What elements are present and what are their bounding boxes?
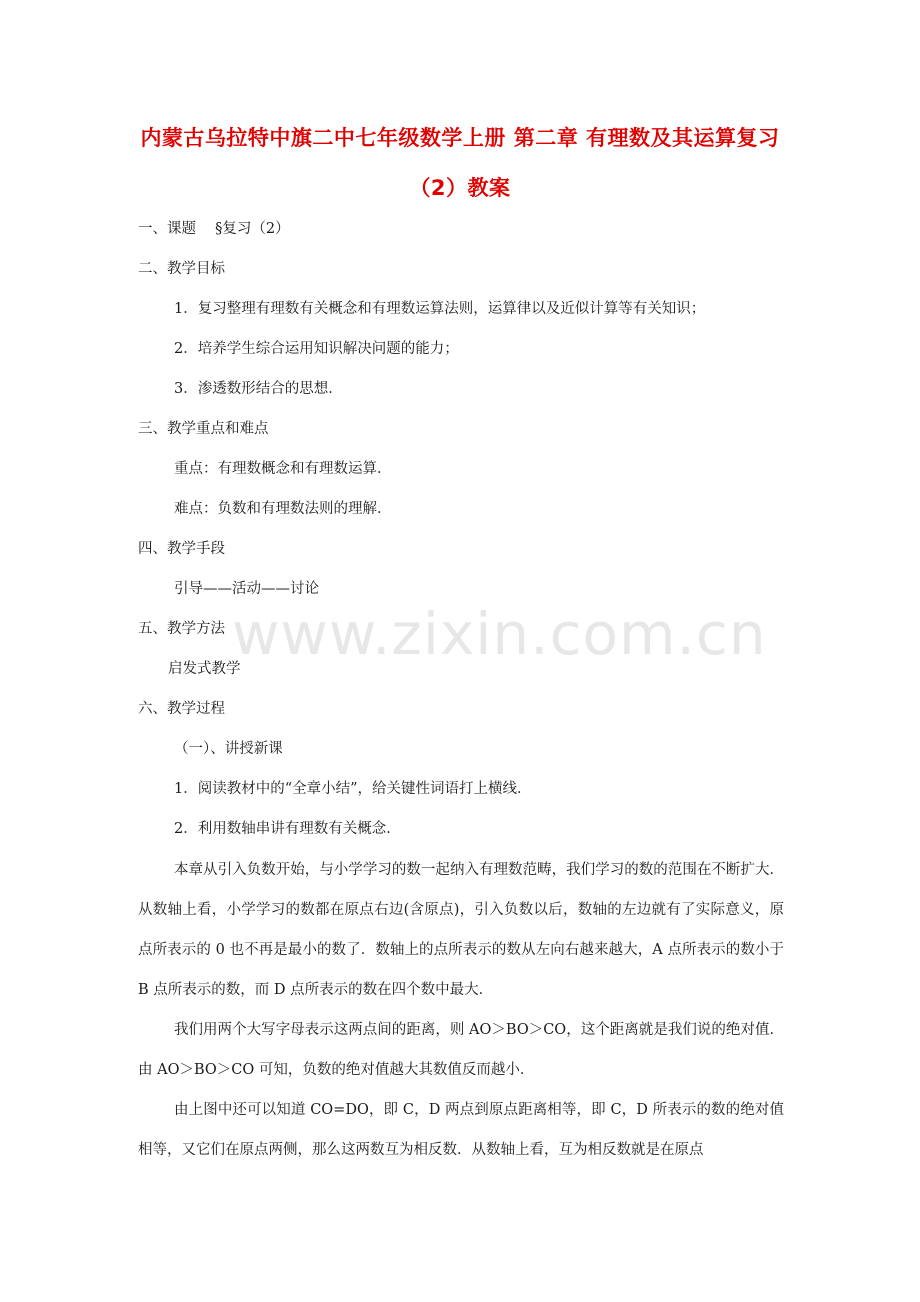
document-title-line-1: 内蒙古乌拉特中旗二中七年级数学上册 第二章 有理数及其运算复习	[140, 126, 780, 150]
key-point-item: 难点：负数和有理数法则的理解．	[174, 501, 392, 517]
process-item: 1．阅读教材中的“全章小结”，给关键性词语打上横线．	[174, 781, 532, 797]
objective-item: 2．培养学生综合运用知识解决问题的能力；	[174, 341, 459, 357]
body-paragraph: 本章从引入负数开始，与小学学习的数一起纳入有理数范畴，我们学习的数的范围在不断扩大．从数轴上看，小学学习的数都在原点右边(含原点)，引入负数以后，数轴的左边就有了实际意义，原点所表示的 0 也不再是最小的数了．数轴上的点所表示的数从左向右越来越大，A 点所表示的数小于 B 点所表示的数，而 D 点所表示的数在四个数中最大．	[138, 862, 784, 998]
process-item: 2．利用数轴串讲有理数有关概念．	[174, 821, 401, 837]
section-heading-objectives: 二、教学目标	[138, 261, 225, 277]
document-title-line-2: （2）教案	[409, 176, 511, 200]
section-heading-means: 四、教学手段	[138, 541, 225, 557]
watermark-text: www.zixin.com.cn	[232, 600, 767, 668]
teaching-method-text: 启发式教学	[168, 661, 241, 677]
section-heading-topic: 一、课题 §复习（2）	[138, 221, 290, 237]
body-paragraph: 由上图中还可以知道 CO=DO，即 C，D 两点到原点距离相等，即 C，D 所表示的数的绝对值相等，又它们在原点两侧，那么这两数互为相反数．从数轴上看，互为相反数就是在原点	[138, 1102, 784, 1158]
section-heading-key-points: 三、教学重点和难点	[138, 421, 269, 437]
objective-item: 3．渗透数形结合的思想．	[174, 381, 343, 397]
key-point-item: 重点：有理数概念和有理数运算．	[174, 461, 392, 477]
section-heading-process: 六、教学过程	[138, 701, 225, 717]
teaching-means-text: 引导——活动——讨论	[174, 581, 319, 597]
objective-item: 1．复习整理有理数有关概念和有理数运算法则，运算律以及近似计算等有关知识；	[174, 301, 706, 317]
section-heading-method: 五、教学方法	[138, 621, 225, 637]
process-subheading: （一）、讲授新课	[174, 741, 283, 757]
body-paragraph: 我们用两个大写字母表示这两点间的距离，则 AO＞BO＞CO，这个距离就是我们说的绝对值．由 AO＞BO＞CO 可知，负数的绝对值越大其数值反而越小．	[138, 1022, 784, 1078]
